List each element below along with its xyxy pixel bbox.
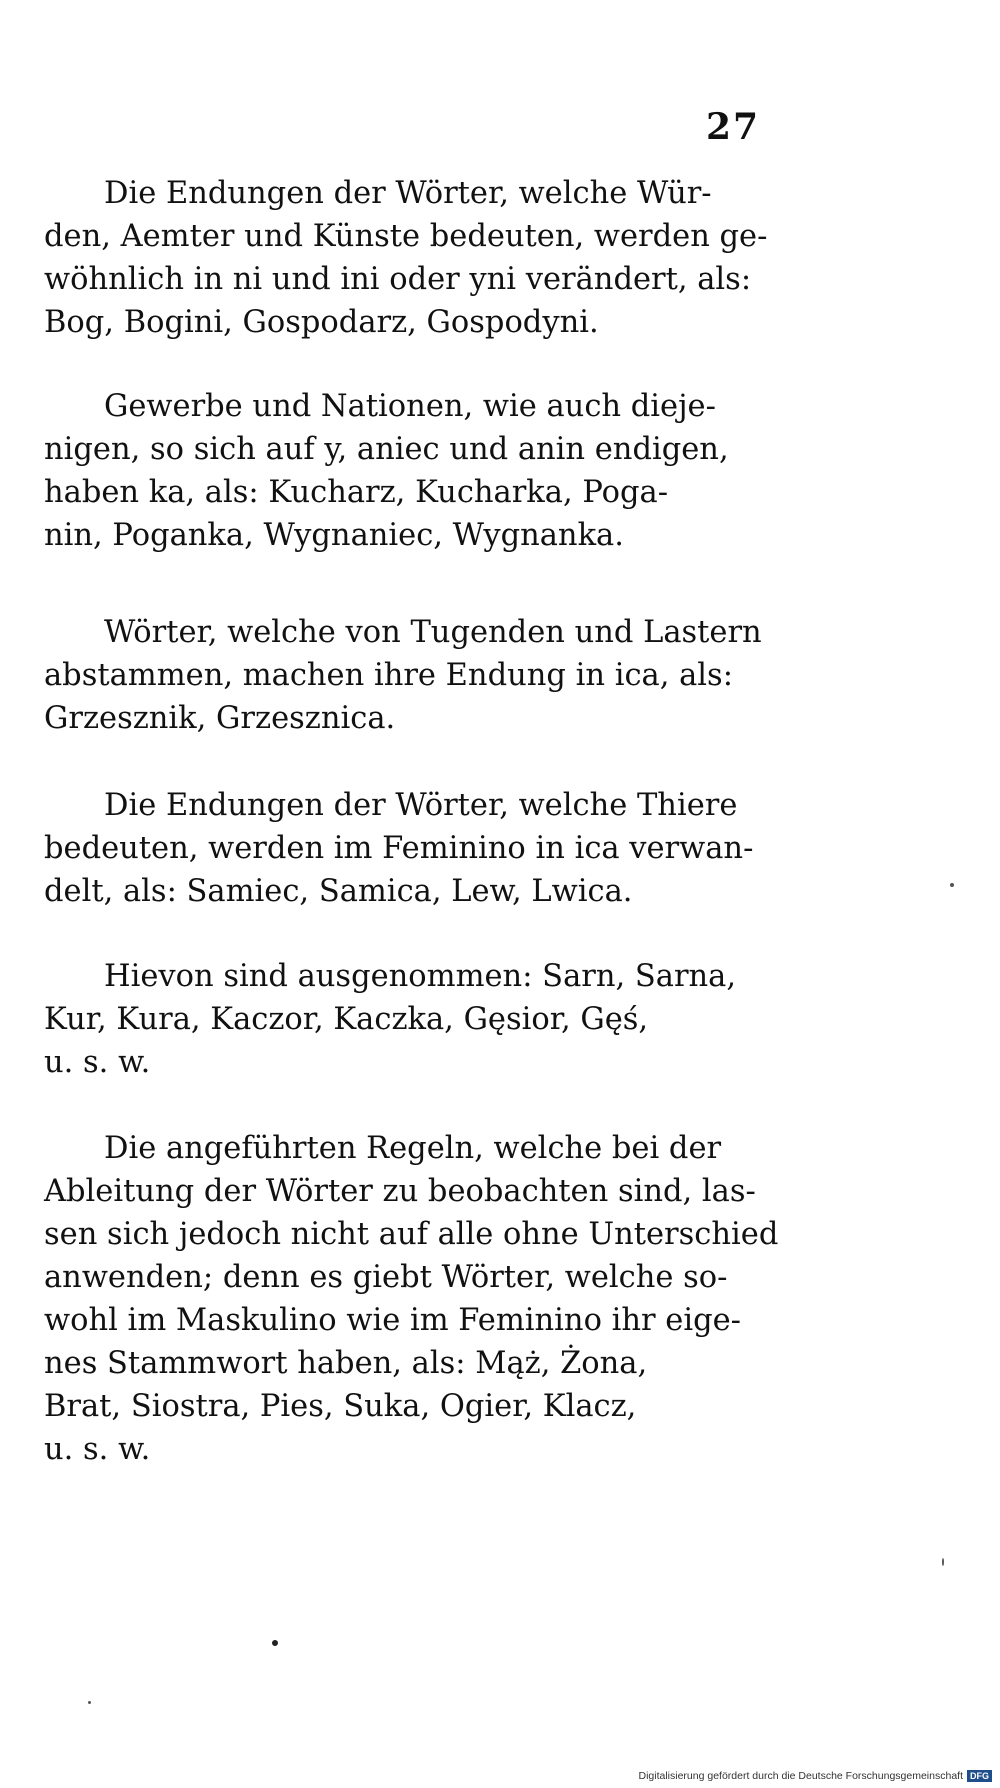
dfg-logo-icon: DFG	[967, 1770, 992, 1782]
text-line: anwenden; denn es giebt Wörter, welche so-	[44, 1260, 728, 1295]
text-line: wohl im Maskulino wie im Feminino ihr eige-	[44, 1303, 741, 1338]
text-line: Die angeführten Regeln, welche bei der	[104, 1131, 722, 1166]
paragraph-1	[44, 172, 768, 344]
scan-speck	[950, 883, 954, 887]
text-line: delt, als: Samiec, Samica, Lew, Lwica.	[44, 874, 633, 909]
text-line: Kur, Kura, Kaczor, Kaczka, Gęsior, Gęś,	[44, 1002, 649, 1037]
paragraph-2	[44, 385, 764, 557]
paragraph-3	[44, 611, 764, 740]
text-line: Brat, Siostra, Pies, Suka, Ogier, Klacz,	[44, 1389, 637, 1424]
text-line: Bog, Bogini, Gospodarz, Gospodyni.	[44, 305, 599, 340]
text-line: u. s. w.	[44, 1432, 151, 1467]
paragraph-5	[44, 955, 764, 1084]
scan-speck	[942, 1558, 944, 1566]
text-line: Ableitung der Wörter zu beobachten sind, las-	[44, 1174, 756, 1209]
text-line: bedeuten, werden im Feminino in ica verwan-	[44, 831, 754, 866]
text-line: wöhnlich in ni und ini oder yni verändert, als:	[44, 262, 752, 297]
text-line: sen sich jedoch nicht auf alle ohne Unterschied	[44, 1217, 779, 1252]
text-line: den, Aemter und Künste bedeuten, werden ge-	[44, 219, 768, 254]
printer-ornament-icon	[272, 1640, 278, 1646]
text-line: abstammen, machen ihre Endung in ica, als:	[44, 658, 733, 693]
text-line: u. s. w.	[44, 1045, 151, 1080]
text-line: Gewerbe und Nationen, wie auch dieje-	[104, 389, 716, 424]
text-line: nigen, so sich auf y, aniec und anin endigen,	[44, 432, 729, 467]
text-line: Die Endungen der Wörter, welche Wür-	[104, 176, 712, 211]
text-line: nin, Poganka, Wygnaniec, Wygnanka.	[44, 518, 624, 553]
page-number: 27	[706, 106, 761, 148]
paragraph-6	[44, 1127, 779, 1471]
text-line: nes Stammwort haben, als: Mąż, Żona,	[44, 1346, 648, 1381]
scan-speck	[88, 1701, 91, 1704]
text-line: Wörter, welche von Tugenden und Lastern	[104, 615, 762, 650]
text-line: Die Endungen der Wörter, welche Thiere	[104, 788, 738, 823]
text-line: Hievon sind ausgenommen: Sarn, Sarna,	[104, 959, 737, 994]
footer-credit: Digitalisierung gefördert durch die Deutsche Forschungsgemeinschaft	[638, 1770, 963, 1782]
text-line: haben ka, als: Kucharz, Kucharka, Poga-	[44, 475, 669, 510]
paragraph-4	[44, 784, 764, 913]
text-line: Grzesznik, Grzesznica.	[44, 701, 396, 736]
digitization-footer	[638, 1770, 992, 1782]
